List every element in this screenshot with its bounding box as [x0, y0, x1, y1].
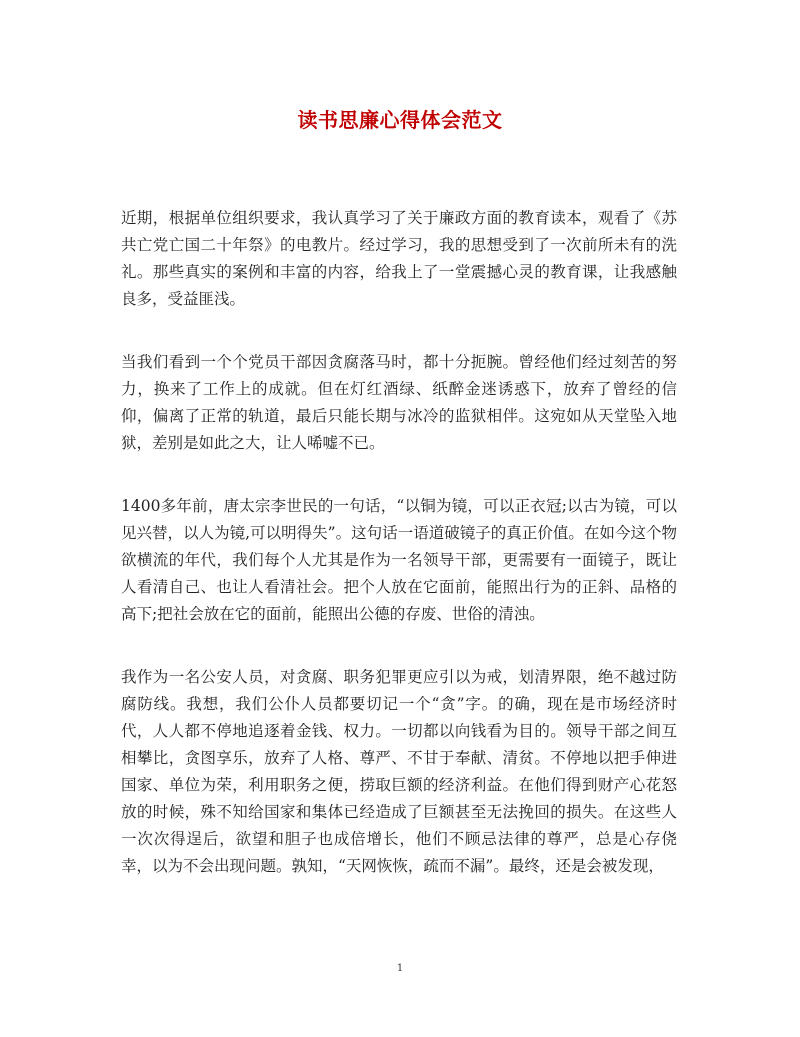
paragraph-2: 当我们看到一个个党员干部因贪腐落马时，都十分扼腕。曾经他们经过刻苦的努力，换来了工作上的成就。但在灯红酒绿、纸醉金迷诱惑下，放弃了曾经的信仰，偏离了正常的轨道，最后只能长期与冰冷的监狱相伴。这宛如从天堂坠入地狱，差别是如此之大，让人唏嘘不已。 — [121, 353, 677, 452]
paragraph-1: 近期，根据单位组织要求，我认真学习了关于廉政方面的教育读本，观看了《苏共亡党亡国二十年祭》的电教片。经过学习，我的思想受到了一次前所未有的洗礼。那些真实的案例和丰富的内容，给我上了一堂震撼心灵的教育课，让我感触良多，受益匪浅。 — [121, 209, 677, 308]
paragraph-3: 1400多年前，唐太宗李世民的一句话，“以铜为镜，可以正衣冠;以古为镜，可以见兴替，以人为镜,可以明得失”。这句话一语道破镜子的真正价值。在如今这个物欲横流的年代，我们每个人尤其是作为一名领导干部，更需要有一面镜子，既让人看清自己、也让人看清社会。把个人放在它面前，能照出行为的正斜、品格的高下;把社会放在它的面前，能照出公德的存废、世俗的清浊。 — [121, 497, 677, 623]
paragraph-4: 我作为一名公安人员，对贪腐、职务犯罪更应引以为戒，划清界限，绝不越过防腐防线。我想，我们公仆人员都要切记一个“贪”字。的确，现在是市场经济时代，人人都不停地追逐着金钱、权力。一切都以向钱看为目的。领导干部之间互相攀比，贪图享乐，放弃了人格、尊严、不甘于奉献、清贫。不停地以把手伸进国家、单位为荣，利用职务之便，捞取巨额的经济利益。在他们得到财产心花怒放的时候，殊不知给国家和集体已经造成了巨额甚至无法挽回的损失。在这些人一次次得逞后，欲望和胆子也成倍增长，他们不顾忌法律的尊严，总是心存侥幸，以为不会出现问题。孰知，“天网恢恢，疏而不漏”。最终，还是会被发现， — [121, 668, 677, 875]
document-title: 读书思廉心得体会范文 — [297, 108, 503, 132]
document-body — [121, 205, 677, 916]
page-number: 1 — [396, 963, 404, 974]
